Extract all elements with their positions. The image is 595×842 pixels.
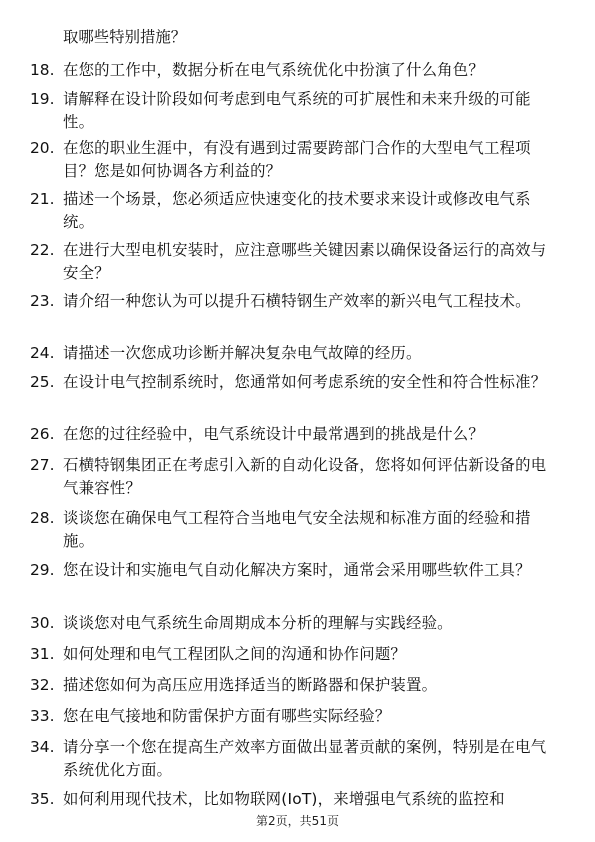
question-number: 24. — [30, 344, 55, 362]
question-text: 如何处理和电气工程团队之间的沟通和协作问题？ — [63, 645, 406, 663]
question-text: 请介绍一种您认为可以提升石横特钢生产效率的新兴电气工程技术。 — [63, 292, 531, 310]
question-number: 22. — [30, 241, 55, 259]
question-text: 您在设计和实施电气自动化解决方案时，通常会采用哪些软件工具？ — [63, 561, 531, 579]
question-text: 您在电气接地和防雷保护方面有哪些实际经验？ — [63, 707, 391, 725]
question-text: 在您的工作中，数据分析在电气系统优化中扮演了什么角色？ — [63, 61, 484, 79]
question-number: 28. — [30, 509, 55, 527]
question-number: 18. — [30, 61, 55, 79]
question-text: 请描述一次您成功诊断并解决复杂电气故障的经历。 — [63, 344, 422, 362]
question-number: 30. — [30, 614, 55, 632]
question-number: 29. — [30, 561, 55, 579]
question-text: 请解释在设计阶段如何考虑到电气系统的可扩展性和未来升级的可能性。 — [63, 90, 531, 131]
question-text: 在设计电气控制系统时，您通常如何考虑系统的安全性和符合性标准？ — [63, 373, 547, 391]
question-number: 34. — [30, 738, 55, 756]
question-text: 谈谈您在确保电气工程符合当地电气安全法规和标准方面的经验和措施。 — [63, 509, 531, 550]
question-number: 21. — [30, 190, 55, 208]
question-number: 20. — [30, 139, 55, 157]
question-text: 描述一个场景，您必须适应快速变化的技术要求来设计或修改电气系统。 — [63, 190, 531, 231]
question-text: 谈谈您对电气系统生命周期成本分析的理解与实践经验。 — [63, 614, 453, 632]
question-number: 27. — [30, 456, 55, 474]
question-number: 23. — [30, 292, 55, 310]
question-text: 描述您如何为高压应用选择适当的断路器和保护装置。 — [63, 676, 438, 694]
question-number: 32. — [30, 676, 55, 694]
question-number: 31. — [30, 645, 55, 663]
question-number: 33. — [30, 707, 55, 725]
question-number: 19. — [30, 90, 55, 108]
question-text: 石横特钢集团正在考虑引入新的自动化设备，您将如何评估新设备的电气兼容性？ — [63, 456, 547, 497]
question-text: 在您的过往经验中，电气系统设计中最常遇到的挑战是什么？ — [63, 425, 484, 443]
continuation-text: 取哪些特别措施？ — [63, 28, 187, 46]
question-number: 26. — [30, 425, 55, 443]
question-text: 请分享一个您在提高生产效率方面做出显著贡献的案例，特别是在电气系统优化方面。 — [63, 738, 547, 779]
question-number: 35. — [30, 790, 55, 808]
question-text: 在进行大型电机安装时，应注意哪些关键因素以确保设备运行的高效与安全？ — [63, 241, 547, 282]
question-number: 25. — [30, 373, 55, 391]
question-text: 如何利用现代技术，比如物联网(IoT)，来增强电气系统的监控和 — [63, 790, 505, 808]
question-text: 在您的职业生涯中，有没有遇到过需要跨部门合作的大型电气工程项目？您是如何协调各方利益的？ — [63, 139, 531, 180]
page-footer: 第2页，共51页 — [256, 814, 339, 828]
